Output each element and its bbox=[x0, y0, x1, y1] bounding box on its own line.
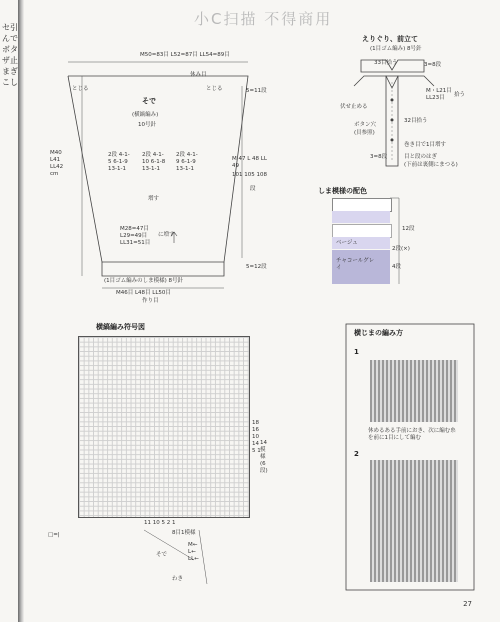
chart-right-nums: 18 16 10 14 5 1 bbox=[252, 420, 261, 454]
chart-right-label: 14模様(6段) bbox=[260, 440, 268, 474]
howto-photo-2 bbox=[370, 460, 458, 582]
stripe-rows-total: 12段 bbox=[402, 226, 415, 232]
chart-bottom-nums: 11 10 5 2 1 bbox=[144, 520, 176, 526]
stripe-title: しま模様の配色 bbox=[318, 187, 367, 195]
sleeve-cuff-pick: 作り目 bbox=[142, 298, 159, 304]
collar-pick-top: 33目拾う bbox=[374, 60, 398, 66]
collar-pick-label: 拾う bbox=[454, 92, 466, 98]
collar-rest2: 3=8段 bbox=[370, 154, 388, 160]
sleeve-height-unit: 段 bbox=[250, 186, 256, 192]
stripe-charcoal-label: チャコールグレイ bbox=[336, 258, 375, 271]
stitch-chart-grid bbox=[78, 336, 250, 518]
chart-bottom-label: 8目1模様 bbox=[172, 530, 196, 536]
sleeve-inc: 増す bbox=[148, 196, 160, 202]
sleeve-rows-bottom: 5=12段 bbox=[246, 264, 267, 270]
sleeve-col-ll: 2段 4-1-9 6-1-9 13-1-1 bbox=[176, 152, 198, 172]
collar-sew2: (下前は裏側にまつる) bbox=[404, 162, 458, 168]
sleeve-rows-top: 5=11段 bbox=[246, 88, 267, 94]
howto-step1: 1 bbox=[354, 348, 359, 356]
collar-sew: 目と段のはぎ bbox=[404, 154, 438, 160]
sleeve-bottom-widths: M28=47目 L29=49目 LL31=51目 bbox=[120, 226, 151, 246]
chart-waki-label: わき bbox=[172, 576, 184, 582]
watermark: 小C扫描 不得商用 bbox=[194, 10, 333, 28]
sleeve-left-height: M40 L41 LL42 cm bbox=[50, 150, 64, 177]
howto-step1-note: 休めるある手前におき、次に編む糸を前に1目にして編む bbox=[368, 428, 456, 441]
howto-step2: 2 bbox=[354, 450, 359, 458]
stripe-rows-a: 2段(×) bbox=[392, 246, 410, 252]
chart-sleeve-label: そで bbox=[156, 552, 168, 558]
page-number: 27 bbox=[463, 600, 472, 608]
sleeve-bottom-action: に増す bbox=[158, 232, 175, 238]
sleeve-col-l: 2段 4-1-10 6-1-8 13-1-1 bbox=[142, 152, 166, 172]
sleeve-height: M 47 L 48 LL 49 bbox=[232, 156, 267, 169]
collar-hole: ボタン穴 bbox=[354, 122, 377, 128]
sleeve-height-rows: 101 105 108 bbox=[232, 172, 267, 178]
sleeve-top-widths: M50=83目 L52=87目 LL54=89目 bbox=[140, 52, 230, 58]
left-page-text: セ引んでボタザ止まぎこし bbox=[2, 23, 18, 87]
sleeve-title: そで bbox=[142, 97, 156, 105]
collar-pick-size: M・L21目 LL23目 bbox=[426, 88, 452, 101]
sleeve-cuff-widths: M46目 L48目 LL50目 bbox=[116, 290, 171, 296]
chart-legend: □=| bbox=[48, 532, 60, 538]
collar-fold: 伏せ止める bbox=[340, 104, 368, 110]
stripe-band-1 bbox=[332, 211, 390, 223]
sleeve-rib: (1目ゴム編みのしま模様) 8号針 bbox=[104, 278, 184, 284]
chart-title: 横縞編み符号図 bbox=[96, 323, 145, 331]
collar-pick-side: 3=8段 bbox=[424, 62, 442, 68]
stripe-white-2 bbox=[332, 224, 392, 238]
sleeve-needle: 10号針 bbox=[138, 122, 156, 128]
collar-rest: 巻き目で1目増す bbox=[404, 142, 446, 148]
howto-photo-1 bbox=[370, 360, 458, 422]
collar-pick-right: 32目拾う bbox=[404, 118, 428, 124]
stripe-beige-label: ベージュ bbox=[336, 240, 358, 246]
chart-m-l: M← L← LL← bbox=[188, 542, 199, 562]
sleeve-pattern: (横縞編み) bbox=[132, 112, 159, 118]
sleeve-col-m: 2段 4-1-5 6-1-9 13-1-1 bbox=[108, 152, 130, 172]
collar-hole-sub: (貝参照) bbox=[354, 130, 375, 136]
collar-title: えりぐり、前立て bbox=[362, 35, 418, 43]
collar-sub: (1目ゴム編み) 8号針 bbox=[370, 46, 422, 52]
stripe-rows-b: 4段 bbox=[392, 264, 401, 270]
right-page bbox=[24, 0, 500, 622]
sleeve-dec-label: 休み目 bbox=[190, 72, 207, 78]
howto-title: 横じまの編み方 bbox=[354, 329, 403, 337]
tojiru-left: とじる bbox=[72, 86, 89, 92]
tojiru-right: とじる bbox=[206, 86, 223, 92]
stripe-white bbox=[332, 198, 392, 212]
